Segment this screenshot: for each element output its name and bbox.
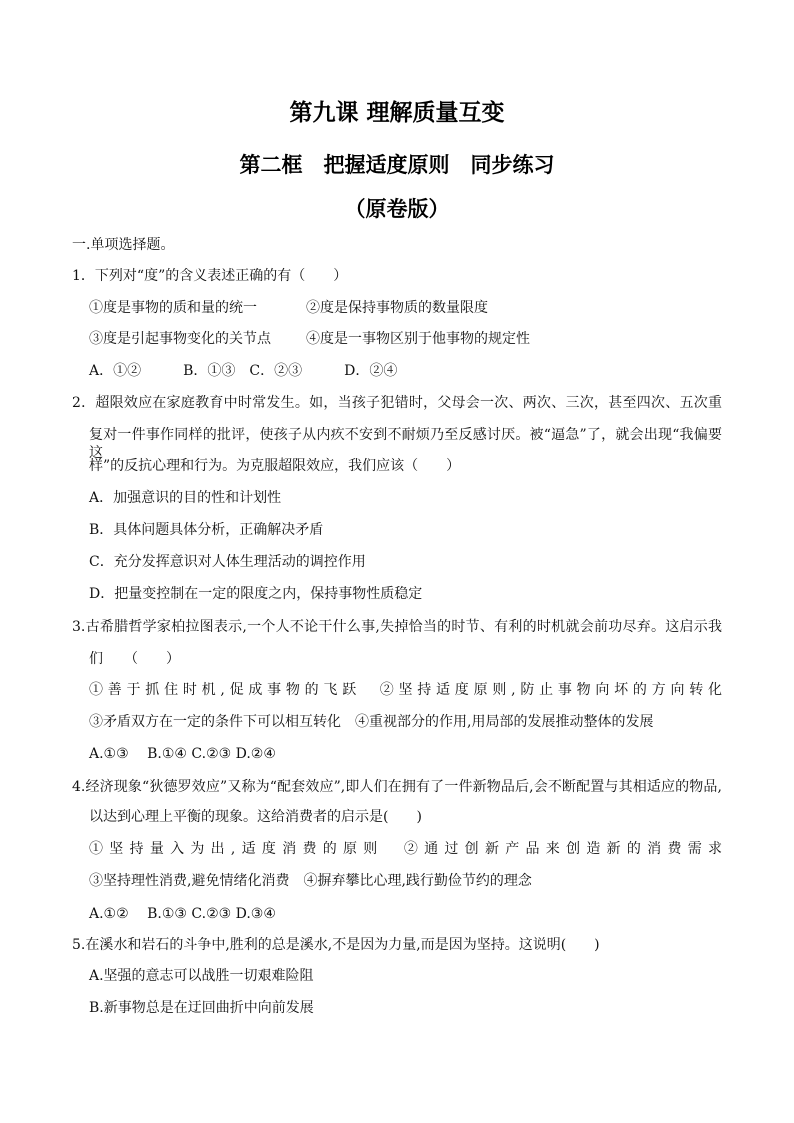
lesson-title: 第九课 理解质量互变 bbox=[289, 99, 505, 126]
question-1-item-1: ①度是事物的质和量的统一 bbox=[89, 300, 257, 316]
question-3-choices: A.①③ B.①④ C.②③ D.②④ bbox=[89, 746, 276, 762]
question-4-line-1: 4.经济现象“狄德罗效应”又称为“配套效应”,即人们在拥有了一件新物品后,会不断配置与其相适应的物品, bbox=[72, 779, 722, 795]
question-1-choices: A．①② B．①③ C．②③ D．②④ bbox=[89, 363, 398, 379]
question-2-line-2: 复对一件事作同样的批评，使孩子从内疚不安到不耐烦乃至反感讨厌。被“逼急”了，就会出现“我偏要这 bbox=[89, 427, 722, 461]
question-3-items-row-1: ①善于抓住时机,促成事物的飞跃 ②坚持适度原则,防止事物向坏的方向转化 bbox=[89, 682, 722, 698]
question-5-option-a: A.坚强的意志可以战胜一切艰难险阻 bbox=[89, 968, 314, 984]
question-1-item-3: ③度是引起事物变化的关节点 bbox=[89, 331, 271, 347]
question-3-items-row-2: ③矛盾双方在一定的条件下可以相互转化 ④重视部分的作用,用局部的发展推动整体的发展 bbox=[89, 714, 654, 730]
question-1-stem: 1．下列对“度”的含义表述正确的有（ ） bbox=[72, 268, 348, 284]
question-4-choices: A.①② B.①③ C.②③ D.③④ bbox=[89, 906, 276, 922]
question-2-option-c: C．充分发挥意识对人体生理活动的调控作用 bbox=[89, 554, 366, 570]
question-4-items-row-1: ①坚持量入为出,适度消费的原则 ②通过创新产品来创造新的消费需求 bbox=[89, 841, 722, 857]
question-2-line-1: 2．超限效应在家庭教育中时常发生。如，当孩子犯错时，父母会一次、两次、三次，甚至四次、五次重 bbox=[72, 395, 722, 411]
question-3-line-2: 们 （ ） bbox=[89, 651, 180, 667]
question-4-items-row-2: ③坚持理性消费,避免情绪化消费 ④摒弃攀比心理,践行勤俭节约的理念 bbox=[89, 873, 532, 889]
question-2-option-b: B．具体问题具体分析，正确解决矛盾 bbox=[89, 522, 324, 538]
section-subtitle: 第二框 把握适度原则 同步练习 bbox=[239, 152, 555, 177]
section-heading: 一.单项选择题。 bbox=[72, 237, 175, 253]
version-label: （原卷版） bbox=[344, 196, 450, 221]
question-1-item-4: ④度是一事物区别于他事物的规定性 bbox=[306, 331, 530, 347]
question-2-line-3: 样”的反抗心理和行为。为克服超限效应，我们应该（ ） bbox=[89, 458, 461, 474]
question-2-option-a: A．加强意识的目的性和计划性 bbox=[89, 490, 282, 506]
question-5-stem: 5.在溪水和岩石的斗争中,胜利的总是溪水,不是因为力量,而是因为坚持。这说明( ) bbox=[72, 937, 600, 953]
question-2-option-d: D．把量变控制在一定的限度之内，保持事物性质稳定 bbox=[89, 586, 423, 602]
question-1-item-2: ②度是保持事物质的数量限度 bbox=[306, 300, 488, 316]
question-3-line-1: 3.古希腊哲学家柏拉图表示,一个人不论干什么事,失掉恰当的时节、有利的时机就会前功尽弃。这启示我 bbox=[72, 619, 722, 635]
question-5-option-b: B.新事物总是在迂回曲折中向前发展 bbox=[89, 1000, 314, 1016]
question-4-line-2: 以达到心理上平衡的现象。这给消费者的启示是( ) bbox=[89, 809, 422, 825]
